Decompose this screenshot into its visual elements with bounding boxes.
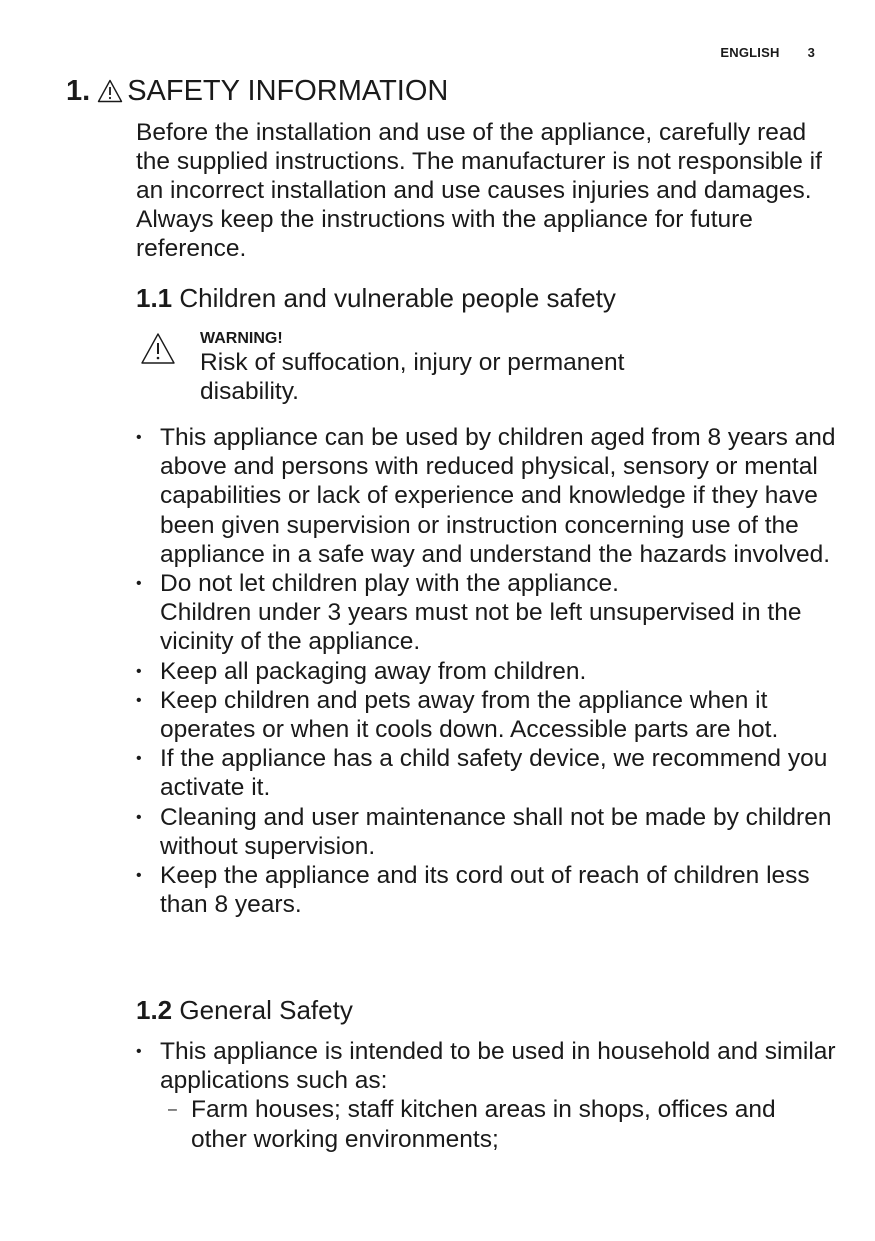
subsection-heading-children-safety [136, 282, 616, 314]
section-title: SAFETY INFORMATION [127, 75, 449, 107]
list-item-text: Do not let children play with the appliance. [160, 570, 619, 598]
list-item [136, 569, 836, 657]
language-label: ENGLISH [720, 45, 780, 60]
warning-label: WARNING! [200, 330, 283, 347]
list-item [136, 744, 836, 802]
sub-list-item-text: Farm houses; staff kitchen areas in shops, offices and other working environments; [191, 1096, 776, 1153]
general-safety-list [136, 1037, 836, 1154]
sub-list-item [160, 1095, 836, 1153]
subsection-title: Children and vulnerable people safety [179, 283, 616, 313]
dash-icon: – [168, 1101, 177, 1119]
section-heading-safety-information [66, 73, 448, 112]
list-item [136, 686, 836, 744]
page-number: 3 [807, 45, 815, 60]
bullet-icon: • [136, 867, 142, 885]
list-item-text: Keep the appliance and its cord out of reach of children less than 8 years. [160, 862, 810, 919]
list-item-text: This appliance can be used by children aged from 8 years and above and persons with reduced physical, sensory or mental capabilities or lack of experience and knowledge if they have been given supervision or instruction concerning use of the appliance in a safe way and understand the hazards involved. [160, 424, 836, 568]
subsection-heading-general-safety [136, 994, 353, 1026]
subsection-title: General Safety [179, 995, 353, 1025]
list-item-text: This appliance is intended to be used in household and similar applications such as: [160, 1038, 836, 1095]
warning-text: Risk of suffocation, injury or permanent disability. [200, 349, 625, 405]
list-item [136, 1037, 836, 1154]
list-item-text: If the appliance has a child safety device, we recommend you activate it. [160, 745, 828, 802]
list-item-text: Keep all packaging away from children. [160, 657, 587, 685]
warning-triangle-icon [97, 76, 123, 112]
intro-paragraph: Before the installation and use of the appliance, carefully read the supplied instructions. The manufacturer is not responsible if an incorrect installation and use causes injuries and damages. Always keep the instructions with the appliance for future reference. [136, 119, 822, 262]
bullet-icon: • [136, 1043, 142, 1060]
bullet-icon: • [136, 429, 142, 446]
subsection-number: 1.2 [136, 995, 173, 1025]
children-safety-list [136, 423, 836, 919]
list-item-text: Cleaning and user maintenance shall not be made by children without supervision. [160, 803, 832, 860]
list-item [136, 657, 836, 686]
bullet-icon: • [136, 575, 142, 593]
bullet-icon: • [136, 750, 142, 768]
list-item-text: Keep children and pets away from the appliance when it operates or when it cools down. Accessible parts are hot. [160, 686, 779, 744]
section-number: 1. [66, 75, 91, 107]
subsection-number: 1.1 [136, 283, 173, 313]
list-item-continuation: Children under 3 years must not be left unsupervised in the vicinity of the appliance. [160, 599, 802, 656]
bullet-icon: • [136, 691, 142, 709]
page-header [720, 45, 815, 60]
warning-triangle-icon [140, 332, 176, 371]
list-item [136, 423, 836, 569]
list-item [136, 803, 836, 861]
list-item [136, 861, 836, 919]
sub-list [160, 1095, 836, 1153]
bullet-icon: • [136, 808, 142, 826]
bullet-icon: • [136, 662, 142, 680]
